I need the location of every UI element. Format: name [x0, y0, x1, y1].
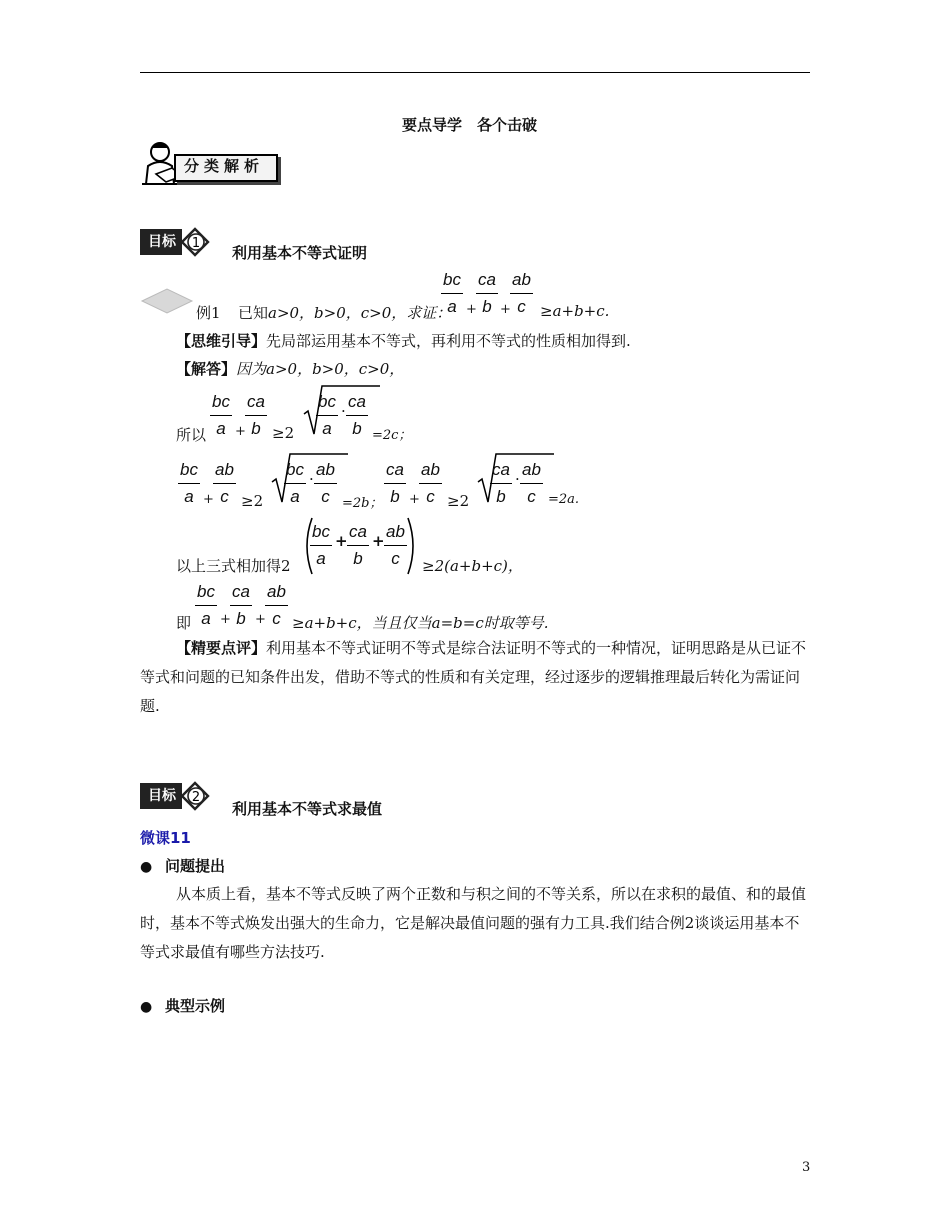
frac-ab-c: ab c [316, 460, 335, 506]
frac-bc-a: bc a [212, 392, 230, 438]
example-heading [140, 995, 225, 1016]
frac-ca-b: ca b [492, 460, 510, 506]
line2-tail-a: =2b； [342, 496, 383, 511]
bullet-icon: ● [140, 999, 153, 1015]
dot: · [515, 470, 520, 488]
plus: + [372, 532, 385, 550]
geq2: ≥2 [241, 492, 264, 510]
frac-ca-b: ca b [386, 460, 404, 506]
question-heading [140, 855, 225, 876]
target-title-2: 利用基本不等式求最值 [232, 800, 383, 818]
line3-tail: ≥2(a+b+c)， [422, 557, 523, 575]
plus: + [235, 424, 246, 439]
frac-ca-b: ca b [232, 582, 250, 628]
dot: · [341, 402, 346, 420]
micro-lesson: 微课11 [140, 829, 191, 847]
plus: + [203, 492, 214, 507]
frac-ab-c: ab c [267, 582, 286, 628]
comment-paragraph [140, 634, 812, 721]
line4-prefix: 即 [176, 614, 192, 632]
frac-ab-c: ab c [421, 460, 440, 506]
frac-bc-a: bc a [286, 460, 304, 506]
frac-ca-b: ca b [478, 270, 496, 316]
geq2: ≥2 [447, 492, 470, 510]
question-heading-label: 问题提出 [165, 857, 226, 875]
example-text-b: a>0，b>0，c>0，求证： [268, 304, 452, 322]
section-title: 要点导学 各个击破 [402, 116, 538, 134]
target-number-icon [180, 781, 210, 811]
example-label: 例1 [196, 304, 221, 322]
frac-ca-b: ca b [348, 392, 366, 438]
bullet-icon: ● [140, 859, 153, 875]
line1-prefix: 所以 [176, 426, 207, 444]
plus: + [466, 302, 477, 317]
target-number: 2 [191, 790, 201, 805]
example-tail: ≥a+b+c. [540, 302, 610, 320]
frac-ab-c: ab c [386, 522, 405, 568]
frac-bc-a: bc a [443, 270, 461, 316]
frac-ab-c: ab c [522, 460, 541, 506]
target-number: 1 [191, 236, 201, 251]
header-rule [140, 72, 810, 73]
line4-tail: ≥a+b+c，当且仅当a=b=c时取等号. [292, 614, 549, 632]
answer-line [176, 358, 404, 379]
question-paragraph: 从本质上看，基本不等式反映了两个正数和与积之间的不等关系，所以在求积的最值、和的最值时，基本不等式焕发出强大的生命力，它是解决最值问题的强有力工具.我们结合例2谈谈运用基本不等式求最值有哪些方法技巧. [140, 885, 807, 961]
banner-label: 分类解析 [184, 157, 265, 175]
example-heading-label: 典型示例 [165, 997, 226, 1015]
example-text-a: 已知 [238, 304, 269, 322]
target-badge-label: 目标 [140, 783, 182, 809]
frac-bc-a: bc a [318, 392, 336, 438]
target-badge-label: 目标 [140, 229, 182, 255]
frac-ca-b: ca b [349, 522, 367, 568]
frac-bc-a: bc a [312, 522, 330, 568]
plus: + [500, 302, 511, 317]
hint-line [176, 330, 631, 351]
frac-ab-c: ab c [512, 270, 531, 316]
frac-bc-a: bc a [197, 582, 215, 628]
target-title-1: 利用基本不等式证明 [232, 244, 368, 262]
dot: · [309, 470, 314, 488]
line1-tail: =2c； [372, 428, 412, 443]
comment-label: 【精要点评】 [176, 639, 267, 657]
hint-label: 【思维引导】 [176, 332, 267, 350]
plus: + [255, 612, 266, 627]
line2-tail-b: =2a. [548, 492, 580, 507]
answer-label: 【解答】 [176, 360, 237, 378]
page-number: 3 [802, 1160, 811, 1175]
target-badge-2 [140, 782, 210, 810]
paren-right [406, 516, 420, 576]
plus: + [335, 532, 348, 550]
target-badge-1 [140, 228, 210, 256]
line3-prefix: 以上三式相加得2 [176, 557, 291, 575]
plus: + [220, 612, 231, 627]
banner [138, 138, 278, 188]
plus: + [409, 492, 420, 507]
frac-ab-c: ab c [215, 460, 234, 506]
target-number-icon [180, 227, 210, 257]
frac-ca-b: ca b [247, 392, 265, 438]
answer-text: 因为a>0，b>0，c>0， [236, 360, 405, 378]
hint-text: 先局部运用基本不等式，再利用不等式的性质相加得到. [266, 332, 631, 350]
geq2: ≥2 [272, 424, 295, 442]
diamond-icon [140, 287, 194, 315]
frac-bc-a: bc a [180, 460, 198, 506]
comment-text: 利用基本不等式证明不等式是综合法证明不等式的一种情况，证明思路是从已证不等式和问题的已知条件出发，借助不等式的性质和有关定理，经过逐步的逻辑推理最后转化为需证问题. [140, 639, 807, 715]
